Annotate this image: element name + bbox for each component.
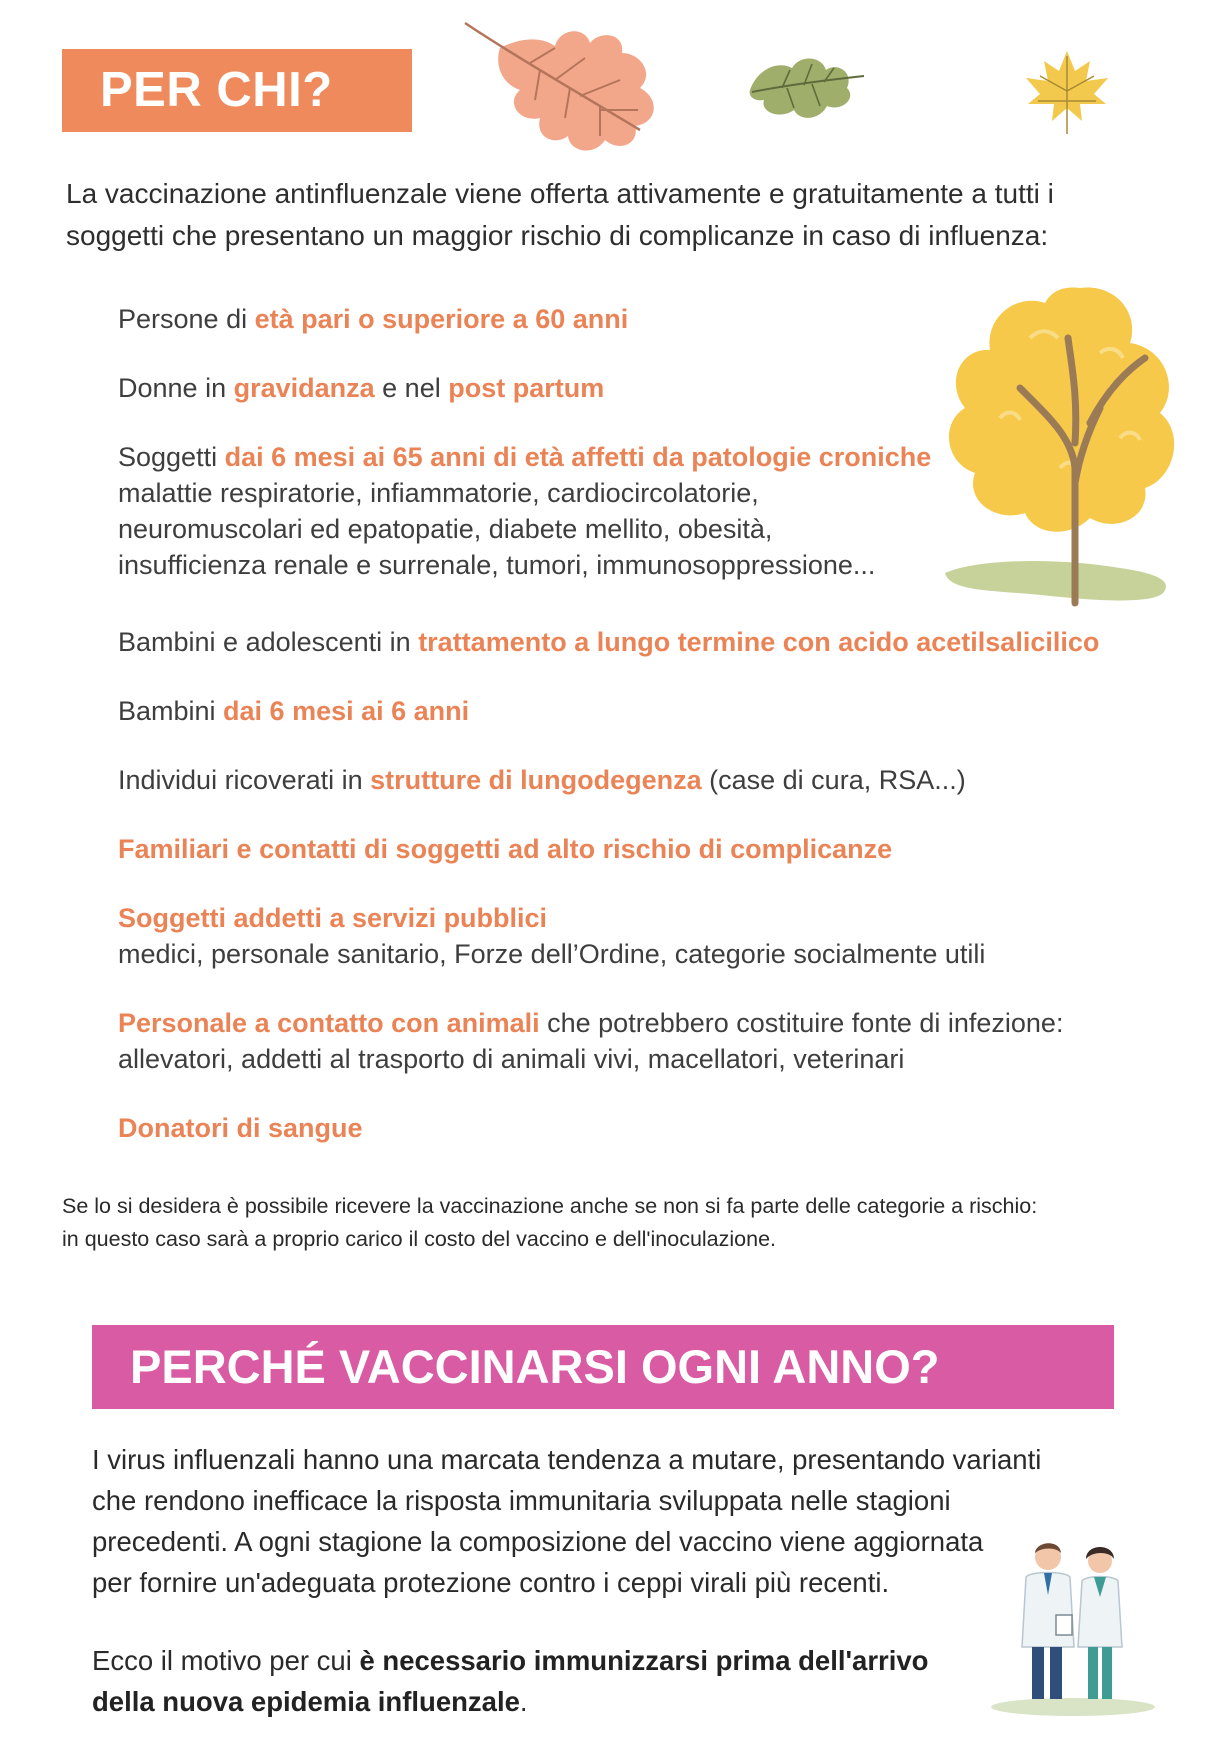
list-item: Soggetti addetti a servizi pubblici medici, personale sanitario, Forze dell’Ordine, categorie socialmente utili [118, 903, 986, 969]
doctors-icon [988, 1535, 1158, 1720]
list-item: Personale a contatto con animali che potrebbero costituire fonte di infezione: allevatori, addetti al trasporto di animali vivi, macellatori, veterinari [118, 1008, 1064, 1074]
section1-intro: La vaccinazione antinfluenzale viene offerta attivamente e gratuitamente a tutti i soggetti che presentano un maggior rischio di complicanze in caso di influenza: [66, 178, 1054, 251]
list-item: Familiari e contatti di soggetti ad alto rischio di complicanze [118, 834, 893, 864]
maple-leaf-icon [1020, 46, 1115, 136]
section2-title: PERCHÉ VACCINARSI OGNI ANNO? [92, 1325, 1114, 1409]
list-item: Donne in gravidanza e nel post partum [118, 373, 605, 403]
section2-paragraph: I virus influenzali hanno una marcata tendenza a mutare, presentando varianti che rendono inefficace la risposta immunitaria sviluppata nelle stagioni precedenti. A ogni stagione la composizione del vaccino viene aggiornata per fornire un'adeguata protezione contro i ceppi virali più recenti. [92, 1444, 1042, 1598]
list-item: Bambini dai 6 mesi ai 6 anni [118, 696, 470, 726]
list-item: Donatori di sangue [118, 1113, 363, 1143]
section1-note: Se lo si desidera è possibile ricevere la vaccinazione anche se non si fa parte delle categorie a rischio: in questo caso sarà a proprio carico il costo del vaccino e dell'inoculazione. [62, 1194, 1038, 1251]
green-leaf-icon [742, 50, 867, 125]
section1-title: PER CHI? [62, 49, 412, 132]
section2-conclusion: Ecco il motivo per cui è necessario immunizzarsi prima dell'arrivo della nuova epidemia influenzale. [92, 1645, 929, 1717]
list-item: Persone di età pari o superiore a 60 anni [118, 304, 629, 334]
list-item: Individui ricoverati in strutture di lungodegenza (case di cura, RSA...) [118, 765, 966, 795]
oak-leaf-icon [460, 18, 680, 153]
list-item: Soggetti dai 6 mesi ai 65 anni di età affetti da patologie croniche malattie respiratorie, infiammatorie, cardiocircolatorie, neuromuscolari ed epatopatie, diabete mellito, obesità, insufficienza renale e surrenale, tumori, immunosoppressione... [118, 442, 932, 580]
autumn-tree-icon [940, 268, 1190, 618]
list-item: Bambini e adolescenti in trattamento a lungo termine con acido acetilsalicilico [118, 627, 1100, 657]
